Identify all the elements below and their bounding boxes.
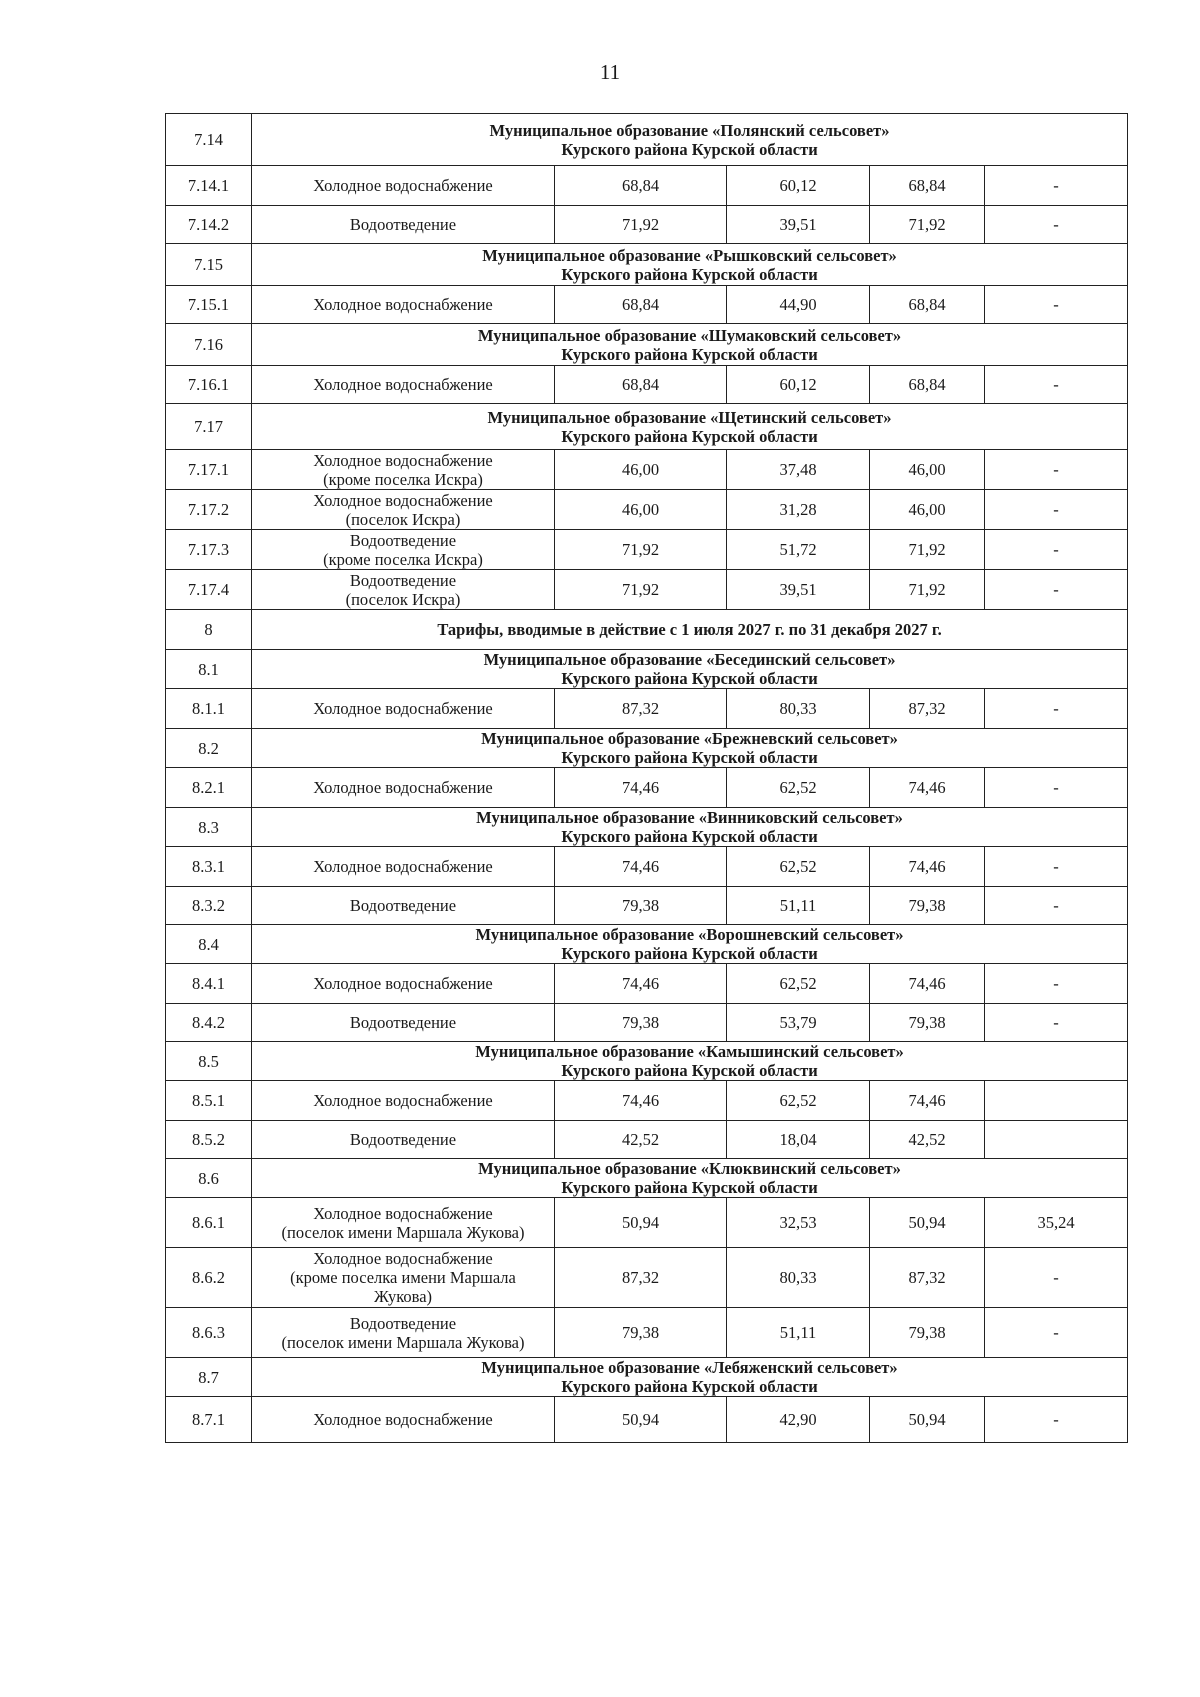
municipality-header-row bbox=[166, 729, 1128, 768]
municipality-name: Муниципальное образование «Полянский сельсовет» bbox=[489, 120, 890, 140]
row-code: 7.14.2 bbox=[166, 206, 252, 244]
service-name-line: Холодное водоснабжение bbox=[313, 450, 493, 470]
row-code: 8.6.1 bbox=[166, 1198, 252, 1248]
section-header-row bbox=[166, 610, 1128, 650]
tariff-value-2: 80,33 bbox=[727, 689, 870, 729]
municipality-name: Муниципальное образование «Щетинский сельсовет» bbox=[487, 407, 892, 427]
tariff-row bbox=[166, 490, 1128, 530]
service-name-line: (поселок Искра) bbox=[345, 589, 461, 609]
municipality-district: Курского района Курской области bbox=[561, 426, 818, 446]
tariff-value-1: 79,38 bbox=[555, 1004, 727, 1042]
tariff-value-1: 87,32 bbox=[555, 1248, 727, 1308]
municipality-header-row bbox=[166, 650, 1128, 689]
page-number: 11 bbox=[599, 60, 621, 84]
tariff-value-2: 62,52 bbox=[727, 964, 870, 1004]
row-code: 8.6 bbox=[166, 1159, 252, 1198]
tariff-value-4: - bbox=[985, 450, 1128, 490]
service-name bbox=[252, 1198, 555, 1248]
tariff-value-4: - bbox=[985, 847, 1128, 887]
tariff-row bbox=[166, 768, 1128, 808]
tariff-value-3: 71,92 bbox=[870, 530, 985, 570]
municipality-title bbox=[252, 114, 1128, 166]
row-code: 7.16 bbox=[166, 324, 252, 366]
tariff-value-2: 18,04 bbox=[727, 1121, 870, 1159]
tariff-value-4: - bbox=[985, 768, 1128, 808]
service-name bbox=[252, 530, 555, 570]
row-code: 8.4 bbox=[166, 925, 252, 964]
tariff-value-4: - bbox=[985, 964, 1128, 1004]
service-name bbox=[252, 450, 555, 490]
tariff-row bbox=[166, 286, 1128, 324]
service-name-line: Холодное водоснабжение bbox=[313, 699, 493, 718]
tariff-value-3: 87,32 bbox=[870, 1248, 985, 1308]
tariff-value-2: 53,79 bbox=[727, 1004, 870, 1042]
tariff-row bbox=[166, 1121, 1128, 1159]
tariff-value-3: 79,38 bbox=[870, 1004, 985, 1042]
row-code: 8.5.1 bbox=[166, 1081, 252, 1121]
tariff-value-4: 35,24 bbox=[985, 1198, 1128, 1248]
row-code: 8.6.3 bbox=[166, 1308, 252, 1358]
tariff-value-3: 87,32 bbox=[870, 689, 985, 729]
service-name bbox=[252, 206, 555, 244]
service-name-line: Водоотведение bbox=[349, 1313, 457, 1333]
service-name-line: Холодное водоснабжение bbox=[313, 974, 493, 993]
tariff-value-1: 50,94 bbox=[555, 1397, 727, 1443]
tariff-value-4: - bbox=[985, 887, 1128, 925]
tariff-value-4: - bbox=[985, 689, 1128, 729]
municipality-title bbox=[252, 808, 1128, 847]
tariff-row bbox=[166, 1248, 1128, 1308]
tariff-value-2: 60,12 bbox=[727, 366, 870, 404]
municipality-title bbox=[252, 729, 1128, 768]
row-code: 8.2 bbox=[166, 729, 252, 768]
tariff-value-3: 74,46 bbox=[870, 768, 985, 808]
row-code: 7.17.3 bbox=[166, 530, 252, 570]
municipality-district: Курского района Курской области bbox=[561, 748, 818, 767]
municipality-district: Курского района Курской области bbox=[561, 139, 818, 159]
municipality-header-row bbox=[166, 244, 1128, 286]
service-name-line: Холодное водоснабжение bbox=[313, 176, 493, 195]
tariff-row bbox=[166, 1081, 1128, 1121]
tariff-value-3: 74,46 bbox=[870, 847, 985, 887]
service-name bbox=[252, 1308, 555, 1358]
municipality-header-row bbox=[166, 404, 1128, 450]
row-code: 8.4.2 bbox=[166, 1004, 252, 1042]
service-name-line: (кроме поселка Искра) bbox=[323, 549, 483, 569]
service-name bbox=[252, 1081, 555, 1121]
service-name-line: Жукова) bbox=[373, 1287, 433, 1306]
tariff-value-1: 42,52 bbox=[555, 1121, 727, 1159]
row-code: 8.1 bbox=[166, 650, 252, 689]
service-name-line: Холодное водоснабжение bbox=[313, 857, 493, 876]
row-code: 7.17.2 bbox=[166, 490, 252, 530]
municipality-name: Муниципальное образование «Бесединский сельсовет» bbox=[483, 650, 896, 669]
service-name bbox=[252, 1248, 555, 1308]
tariff-value-3: 71,92 bbox=[870, 570, 985, 610]
tariff-value-3: 46,00 bbox=[870, 490, 985, 530]
municipality-district: Курского района Курской области bbox=[561, 264, 818, 284]
service-name-line: Водоотведение bbox=[349, 1013, 457, 1032]
tariff-value-2: 32,53 bbox=[727, 1198, 870, 1248]
service-name bbox=[252, 366, 555, 404]
row-code: 7.17.1 bbox=[166, 450, 252, 490]
service-name-line: Холодное водоснабжение bbox=[313, 490, 493, 510]
tariff-value-3: 68,84 bbox=[870, 286, 985, 324]
row-code: 8.4.1 bbox=[166, 964, 252, 1004]
row-code: 8.7.1 bbox=[166, 1397, 252, 1443]
service-name bbox=[252, 570, 555, 610]
tariff-value-3: 50,94 bbox=[870, 1397, 985, 1443]
row-code: 8.5.2 bbox=[166, 1121, 252, 1159]
tariff-row bbox=[166, 450, 1128, 490]
municipality-name: Муниципальное образование «Лебяженский сельсовет» bbox=[481, 1358, 898, 1377]
tariff-value-3: 74,46 bbox=[870, 1081, 985, 1121]
tariff-row bbox=[166, 366, 1128, 404]
tariff-value-4: - bbox=[985, 206, 1128, 244]
tariff-value-1: 74,46 bbox=[555, 847, 727, 887]
tariff-value-1: 79,38 bbox=[555, 887, 727, 925]
row-code: 7.14 bbox=[166, 114, 252, 166]
row-code: 7.17 bbox=[166, 404, 252, 450]
municipality-header-row bbox=[166, 114, 1128, 166]
row-code: 7.15 bbox=[166, 244, 252, 286]
tariff-table bbox=[165, 113, 1128, 1443]
tariff-value-1: 79,38 bbox=[555, 1308, 727, 1358]
row-code: 8.3 bbox=[166, 808, 252, 847]
municipality-name: Муниципальное образование «Шумаковский сельсовет» bbox=[477, 325, 902, 345]
municipality-title bbox=[252, 324, 1128, 366]
tariff-row bbox=[166, 1308, 1128, 1358]
tariff-value-2: 42,90 bbox=[727, 1397, 870, 1443]
municipality-header-row bbox=[166, 808, 1128, 847]
service-name-line: Холодное водоснабжение bbox=[313, 778, 493, 797]
tariff-row bbox=[166, 1198, 1128, 1248]
service-name bbox=[252, 768, 555, 808]
municipality-name: Муниципальное образование «Винниковский сельсовет» bbox=[476, 808, 903, 827]
row-code: 8 bbox=[166, 610, 252, 650]
tariff-value-3: 79,38 bbox=[870, 887, 985, 925]
tariff-value-4: - bbox=[985, 286, 1128, 324]
row-code: 7.17.4 bbox=[166, 570, 252, 610]
municipality-title bbox=[252, 925, 1128, 964]
service-name-line: Холодное водоснабжение bbox=[313, 1249, 493, 1268]
tariff-value-4 bbox=[985, 1121, 1128, 1159]
service-name bbox=[252, 1004, 555, 1042]
municipality-district: Курского района Курской области bbox=[561, 944, 818, 963]
municipality-name: Муниципальное образование «Камышинский сельсовет» bbox=[475, 1042, 904, 1061]
service-name-line: Водоотведение bbox=[349, 1130, 457, 1149]
municipality-header-row bbox=[166, 1042, 1128, 1081]
section-title: Тарифы, вводимые в действие с 1 июля 2027 г. по 31 декабря 2027 г. bbox=[252, 610, 1128, 650]
tariff-row bbox=[166, 166, 1128, 206]
tariff-value-3: 71,92 bbox=[870, 206, 985, 244]
tariff-row bbox=[166, 847, 1128, 887]
municipality-title bbox=[252, 1159, 1128, 1198]
row-code: 7.15.1 bbox=[166, 286, 252, 324]
municipality-name: Муниципальное образование «Клюквинский сельсовет» bbox=[478, 1159, 901, 1178]
service-name bbox=[252, 964, 555, 1004]
tariff-value-4: - bbox=[985, 1397, 1128, 1443]
tariff-value-3: 46,00 bbox=[870, 450, 985, 490]
row-code: 7.14.1 bbox=[166, 166, 252, 206]
tariff-row bbox=[166, 689, 1128, 729]
service-name bbox=[252, 490, 555, 530]
tariff-value-3: 50,94 bbox=[870, 1198, 985, 1248]
municipality-district: Курского района Курской области bbox=[561, 669, 818, 688]
municipality-header-row bbox=[166, 1159, 1128, 1198]
municipality-header-row bbox=[166, 1358, 1128, 1397]
tariff-value-2: 37,48 bbox=[727, 450, 870, 490]
tariff-value-3: 42,52 bbox=[870, 1121, 985, 1159]
tariff-value-2: 39,51 bbox=[727, 206, 870, 244]
tariff-value-2: 62,52 bbox=[727, 768, 870, 808]
municipality-title bbox=[252, 1042, 1128, 1081]
municipality-title bbox=[252, 1358, 1128, 1397]
municipality-title bbox=[252, 244, 1128, 286]
tariff-value-1: 46,00 bbox=[555, 450, 727, 490]
service-name-line: (поселок Искра) bbox=[345, 509, 461, 529]
tariff-value-3: 68,84 bbox=[870, 166, 985, 206]
tariff-value-1: 71,92 bbox=[555, 206, 727, 244]
service-name bbox=[252, 286, 555, 324]
tariff-value-2: 51,11 bbox=[727, 1308, 870, 1358]
service-name bbox=[252, 847, 555, 887]
service-name bbox=[252, 1397, 555, 1443]
tariff-row bbox=[166, 530, 1128, 570]
service-name-line: Холодное водоснабжение bbox=[313, 1203, 493, 1223]
row-code: 8.7 bbox=[166, 1358, 252, 1397]
row-code: 8.3.2 bbox=[166, 887, 252, 925]
municipality-district: Курского района Курской области bbox=[561, 344, 818, 364]
service-name-line: Водоотведение bbox=[349, 215, 457, 234]
municipality-district: Курского района Курской области bbox=[561, 1061, 818, 1080]
tariff-value-2: 62,52 bbox=[727, 1081, 870, 1121]
municipality-name: Муниципальное образование «Ворошневский сельсовет» bbox=[475, 925, 904, 944]
tariff-value-1: 68,84 bbox=[555, 166, 727, 206]
tariff-row bbox=[166, 887, 1128, 925]
tariff-value-1: 87,32 bbox=[555, 689, 727, 729]
service-name-line: Водоотведение bbox=[349, 896, 457, 915]
tariff-value-2: 80,33 bbox=[727, 1248, 870, 1308]
tariff-value-1: 74,46 bbox=[555, 964, 727, 1004]
tariff-value-1: 68,84 bbox=[555, 366, 727, 404]
row-code: 8.1.1 bbox=[166, 689, 252, 729]
tariff-value-2: 51,11 bbox=[727, 887, 870, 925]
municipality-name: Муниципальное образование «Брежневский сельсовет» bbox=[481, 729, 898, 748]
tariff-row bbox=[166, 964, 1128, 1004]
tariff-value-4 bbox=[985, 1081, 1128, 1121]
tariff-value-4: - bbox=[985, 490, 1128, 530]
tariff-table-body bbox=[166, 114, 1128, 1443]
municipality-header-row bbox=[166, 324, 1128, 366]
tariff-value-1: 74,46 bbox=[555, 768, 727, 808]
tariff-value-4: - bbox=[985, 1004, 1128, 1042]
municipality-name: Муниципальное образование «Рышковский сельсовет» bbox=[482, 245, 897, 265]
tariff-value-4: - bbox=[985, 366, 1128, 404]
tariff-row bbox=[166, 1004, 1128, 1042]
tariff-value-2: 39,51 bbox=[727, 570, 870, 610]
municipality-district: Курского района Курской области bbox=[561, 1377, 818, 1396]
municipality-title bbox=[252, 650, 1128, 689]
tariff-value-3: 79,38 bbox=[870, 1308, 985, 1358]
service-name bbox=[252, 166, 555, 206]
service-name-line: (кроме поселка имени Маршала bbox=[290, 1268, 516, 1287]
service-name-line: Холодное водоснабжение bbox=[313, 1410, 493, 1429]
tariff-row bbox=[166, 570, 1128, 610]
tariff-value-2: 60,12 bbox=[727, 166, 870, 206]
service-name-line: (кроме поселка Искра) bbox=[323, 469, 483, 489]
row-code: 8.3.1 bbox=[166, 847, 252, 887]
municipality-district: Курского района Курской области bbox=[561, 1178, 818, 1197]
row-code: 8.5 bbox=[166, 1042, 252, 1081]
tariff-value-2: 51,72 bbox=[727, 530, 870, 570]
municipality-header-row bbox=[166, 925, 1128, 964]
service-name-line: Холодное водоснабжение bbox=[313, 295, 493, 314]
service-name-line: Водоотведение bbox=[349, 570, 457, 590]
service-name-line: (поселок имени Маршала Жукова) bbox=[281, 1222, 525, 1242]
service-name-line: Холодное водоснабжение bbox=[313, 1091, 493, 1110]
municipality-title bbox=[252, 404, 1128, 450]
tariff-value-1: 71,92 bbox=[555, 570, 727, 610]
tariff-value-2: 31,28 bbox=[727, 490, 870, 530]
tariff-row bbox=[166, 206, 1128, 244]
row-code: 8.6.2 bbox=[166, 1248, 252, 1308]
tariff-value-3: 74,46 bbox=[870, 964, 985, 1004]
row-code: 7.16.1 bbox=[166, 366, 252, 404]
tariff-value-1: 71,92 bbox=[555, 530, 727, 570]
tariff-value-1: 74,46 bbox=[555, 1081, 727, 1121]
tariff-value-4: - bbox=[985, 1248, 1128, 1308]
tariff-row bbox=[166, 1397, 1128, 1443]
tariff-value-3: 68,84 bbox=[870, 366, 985, 404]
tariff-value-4: - bbox=[985, 1308, 1128, 1358]
municipality-district: Курского района Курской области bbox=[561, 827, 818, 846]
service-name bbox=[252, 689, 555, 729]
service-name-line: Водоотведение bbox=[349, 530, 457, 550]
tariff-value-2: 62,52 bbox=[727, 847, 870, 887]
tariff-value-2: 44,90 bbox=[727, 286, 870, 324]
tariff-value-1: 46,00 bbox=[555, 490, 727, 530]
tariff-value-1: 68,84 bbox=[555, 286, 727, 324]
service-name bbox=[252, 1121, 555, 1159]
service-name-line: Холодное водоснабжение bbox=[313, 375, 493, 394]
tariff-value-4: - bbox=[985, 166, 1128, 206]
service-name-line: (поселок имени Маршала Жукова) bbox=[281, 1332, 525, 1352]
row-code: 8.2.1 bbox=[166, 768, 252, 808]
service-name bbox=[252, 887, 555, 925]
tariff-value-1: 50,94 bbox=[555, 1198, 727, 1248]
tariff-value-4: - bbox=[985, 530, 1128, 570]
tariff-value-4: - bbox=[985, 570, 1128, 610]
